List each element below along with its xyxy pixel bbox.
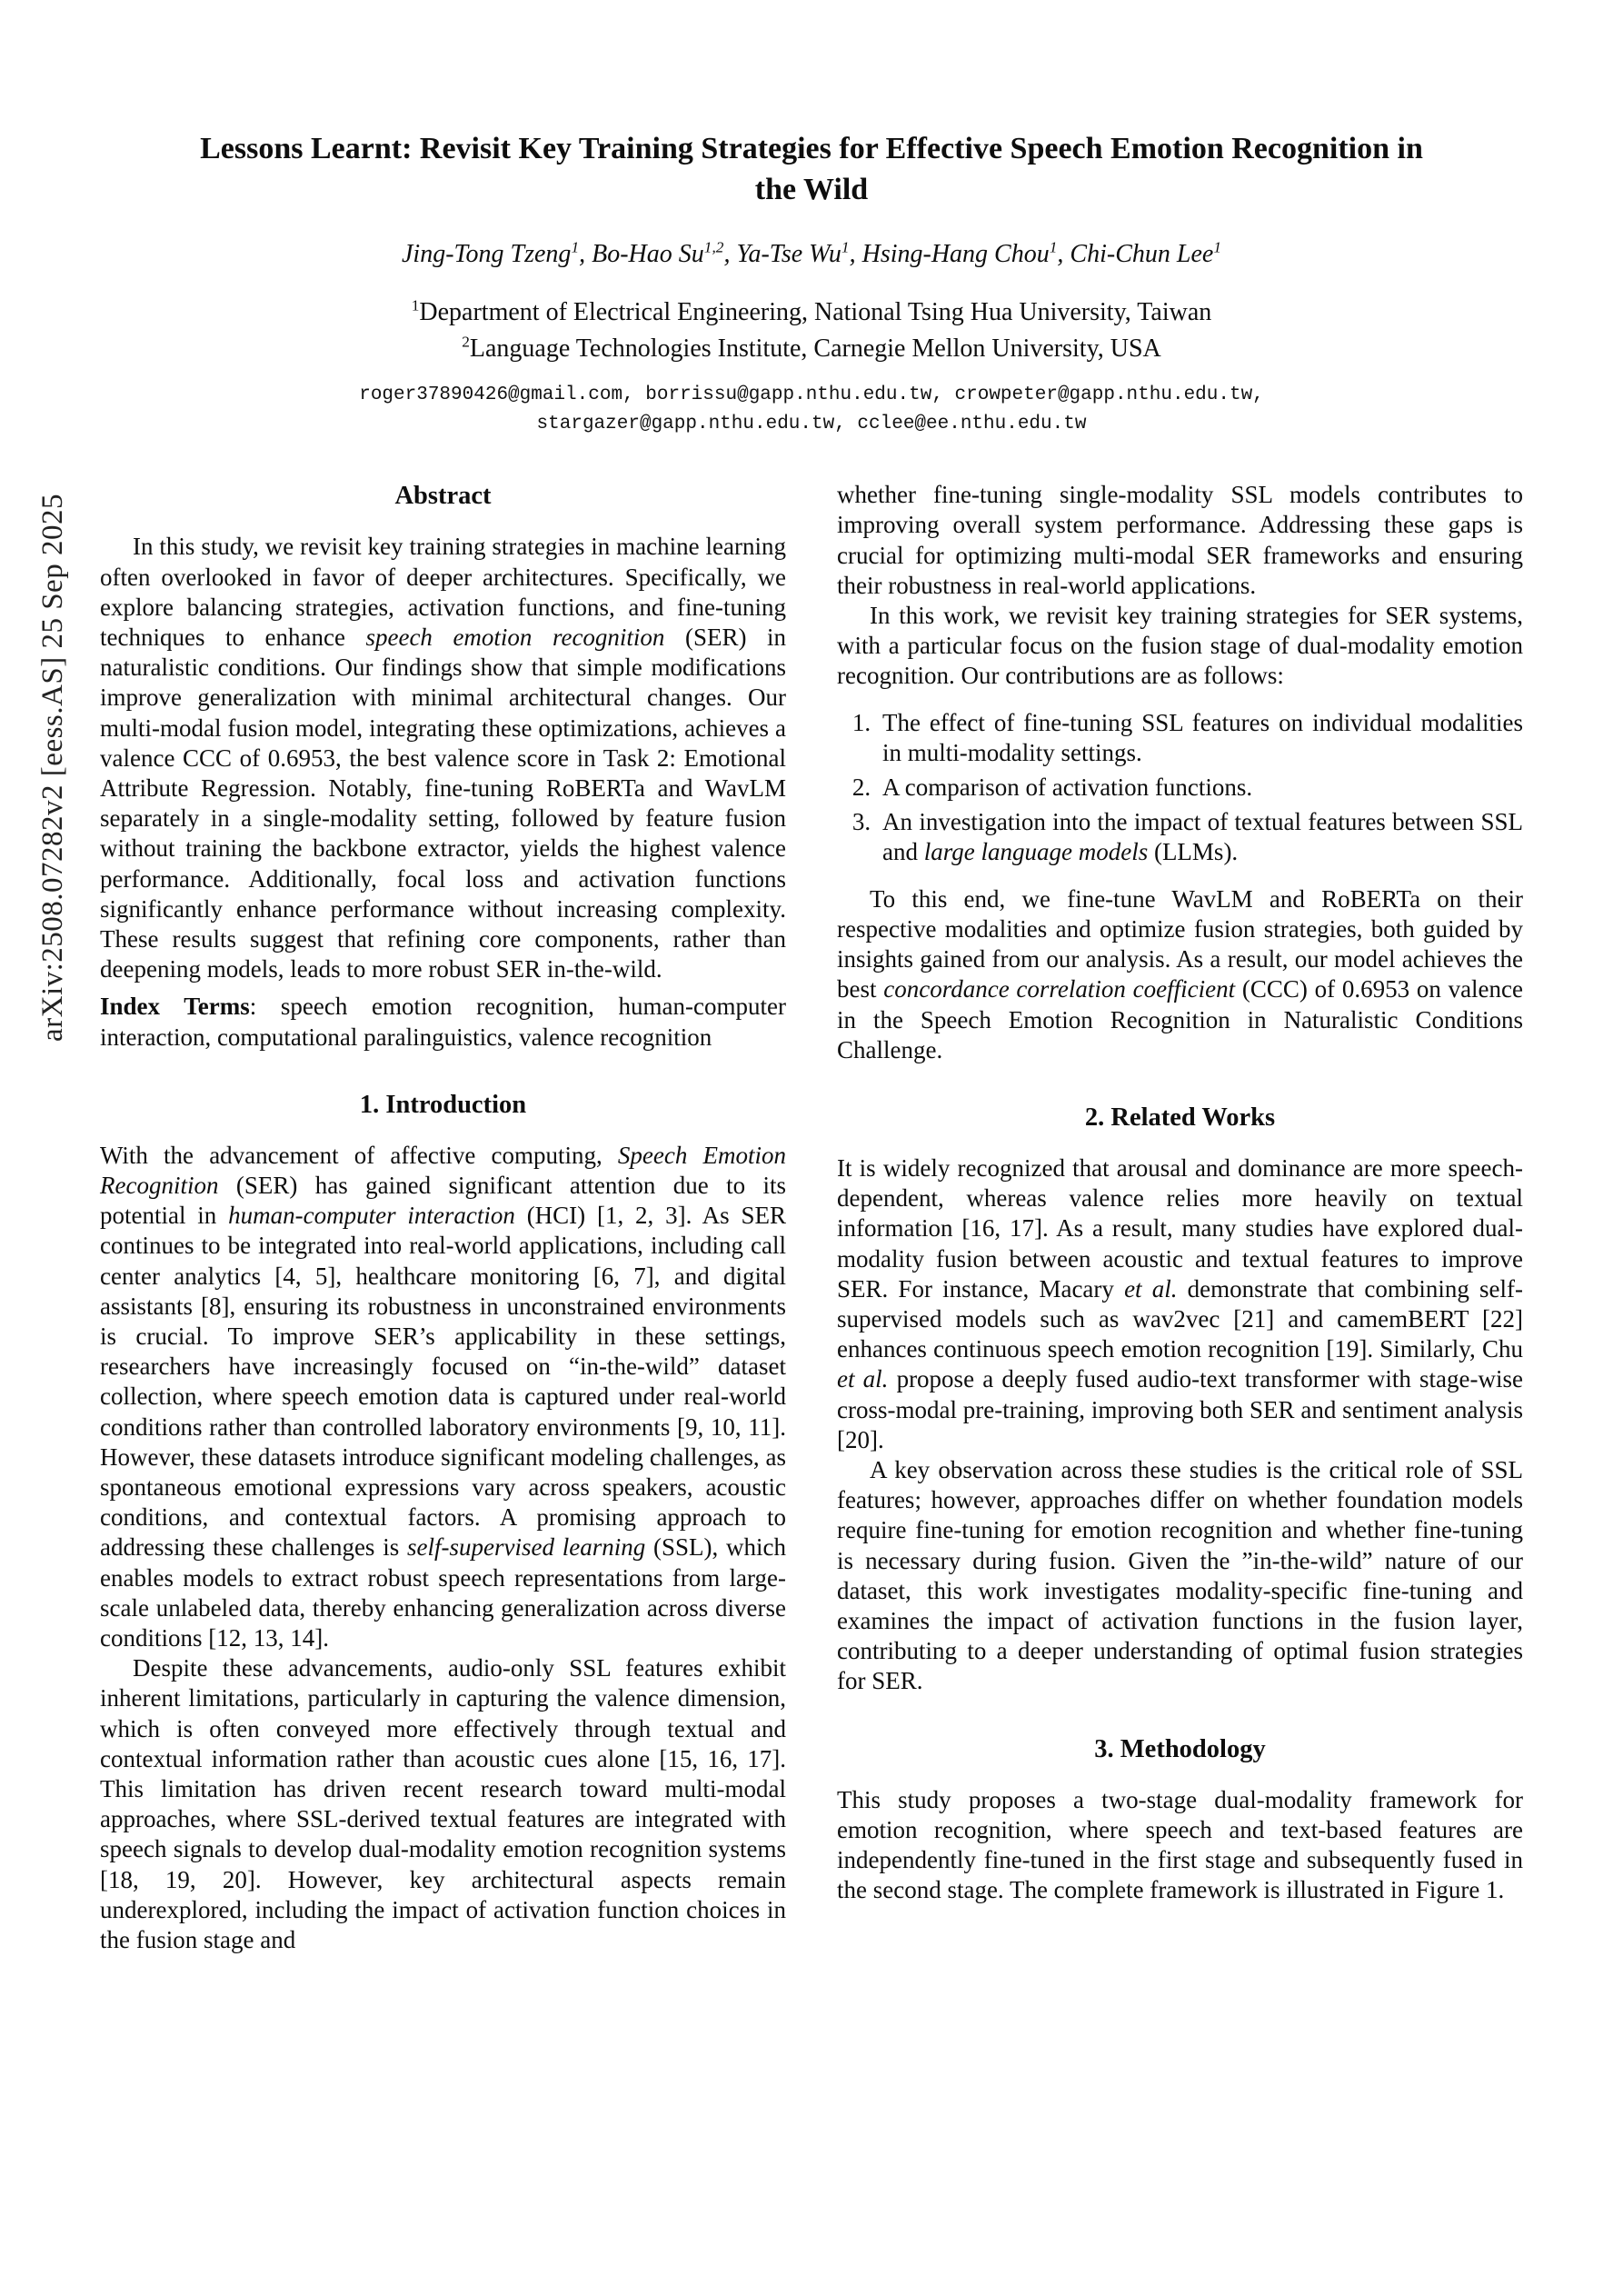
contribution-list xyxy=(841,708,1523,868)
author-name: Ya-Tse Wu xyxy=(736,239,841,268)
introduction-paragraph-2: Despite these advancements, audio-only SSL features exhibit inherent limitations, particularly in capturing the valence dimension, which is often conveyed more effectively through textual and contextual information rather than acoustic cues alone [15, 16, 17]. This limitation has driven recent research toward multi-modal approaches, where SSL-derived textual features are integrated with speech signals to develop dual-modality emotion recognition systems [18, 19, 20]. However, key architectural aspects remain underexplored, including the impact of activation function choices in the fusion stage and xyxy=(100,1654,786,1954)
list-item-text: An investigation into the impact of textual features between SSL and large language models (LLMs). xyxy=(882,808,1523,866)
left-column xyxy=(100,480,786,1955)
list-item-number: 2. xyxy=(851,774,871,802)
author-affiliation-mark: 1 xyxy=(841,238,850,256)
abstract-heading: Abstract xyxy=(394,482,492,511)
paper-title: Lessons Learnt: Revisit Key Training Strategies for Effective Speech Emotion Recognition in the Wild xyxy=(200,132,1423,206)
affiliation-text: Department of Electrical Engineering, National Tsing Hua University, Taiwan xyxy=(419,297,1212,326)
affiliation-text: Language Technologies Institute, Carnegie Mellon University, USA xyxy=(469,334,1161,363)
author-name: Jing-Tong Tzeng xyxy=(402,239,572,268)
introduction-paragraph-1: With the advancement of affective computing, Speech Emotion Recognition (SER) has gained significant attention due to its potential in human-computer interaction (HCI) [1, 2, 3]. As SER continues to be integrated into real-world applications, including call center analytics [4, 5], healthcare monitoring [6, 7], and digital assistants [8], ensuring its robustness in unconstrained environments is crucial. To improve SER’s applicability in these settings, researchers have increasingly focused on “in-the-wild” dataset collection, where speech emotion data is captured under real-world conditions rather than controlled laboratory environments [9, 10, 11]. However, these datasets introduce significant modeling challenges, as spontaneous emotional expressions vary across speakers, acoustic conditions, and contextual factors. A promising approach to addressing these challenges is self-supervised learning (SSL), which enables models to extract robust speech representations from large-scale unlabeled data, thereby enhancing generalization across diverse conditions [12, 13, 14]. xyxy=(100,1141,786,1652)
paper-content xyxy=(100,129,1523,1955)
arxiv-watermark: arXiv:2508.07282v2 [eess.AS] 25 Sep 2025 xyxy=(36,494,69,1042)
author xyxy=(1070,240,1221,268)
introduction-paragraph-4: To this end, we fine-tune WavLM and RoBERTa on their respective modalities and optimize fusion strategies, both guided by insights gained from our analysis. As a result, our model achieves the best concordance correlation coefficient (CCC) of 0.6953 on valence in the Speech Emotion Recognition in Naturalistic Conditions Challenge. xyxy=(837,884,1524,1063)
author xyxy=(862,240,1070,268)
author xyxy=(402,240,592,268)
introduction-paragraph-2-continued: whether fine-tuning single-modality SSL models contributes to improving overall system performance. Addressing these gaps is crucial for optimizing multi-modal SER frameworks and ensuring their robustness in real-world applications. xyxy=(837,481,1523,599)
list-item xyxy=(841,807,1523,867)
affiliation-list xyxy=(100,294,1523,367)
list-item-number: 1. xyxy=(851,708,871,736)
author xyxy=(736,240,861,268)
email-line: roger37890426@gmail.com, borrissu@gapp.nthu.edu.tw, crowpeter@gapp.nthu.edu.tw, xyxy=(359,384,1264,406)
section-heading-related-works: 2. Related Works xyxy=(1084,1103,1276,1132)
related-works-paragraph-2: A key observation across these studies is the critical role of SSL features; however, approaches differ on whether foundation models require fine-tuning for emotion recognition and whether fine-tuning is necessary during fusion. Given the ”in-the-wild” nature of our dataset, this work investigates modality-specific fine-tuning and examines the impact of activation functions in the fusion layer, contributing to a deeper understanding of optimal fusion strategies for SER. xyxy=(837,1455,1523,1695)
list-item-text: The effect of fine-tuning SSL features on individual modalities in multi-modality settings. xyxy=(882,708,1523,766)
related-works-paragraph-1: It is widely recognized that arousal and dominance are more speech-dependent, whereas valence relies more heavily on textual information [16, 17]. As a result, many studies have explored dual-modality fusion between acoustic and textual features to improve SER. For instance, Macary et al. demonstrate that combining self-supervised models such as wav2vec [21] and camemBERT [22] enhances continuous speech emotion recognition [19]. Similarly, Chu et al. propose a deeply fused audio-text transformer with stage-wise cross-modal pre-training, improving both SER and sentiment analysis [20]. xyxy=(837,1153,1523,1453)
section-heading-introduction: 1. Introduction xyxy=(359,1090,527,1119)
right-column xyxy=(837,480,1523,1955)
list-item-number: 3. xyxy=(851,808,871,836)
email-block xyxy=(100,381,1523,438)
abstract-text: In this study, we revisit key training strategies in machine learning often overlooked in favor of deeper architectures. Specifically, we explore balancing strategies, activation functions, and fine-tuning techniques to enhance speech emotion recognition (SER) in naturalistic conditions. Our findings show that simple modifications improve generalization with minimal architectural changes. Our multi-modal fusion model, integrating these optimizations, achieves a valence CCC of 0.6953, the best valence score in Task 2: Emotional Attribute Regression. Notably, fine-tuning RoBERTa and WavLM separately in a single-modality setting, followed by feature fusion without training the backbone extractor, yields the highest valence performance. Additionally, focal loss and activation functions significantly enhance performance without increasing complexity. These results suggest that refining core components, rather than deepening models, leads to more robust SER in-the-wild. xyxy=(100,533,786,983)
author-affiliation-mark: 1 xyxy=(1213,238,1221,256)
author-affiliation-mark: 1 xyxy=(1049,238,1058,256)
author xyxy=(592,240,736,268)
author-list xyxy=(100,240,1523,269)
affiliation-mark: 1 xyxy=(411,296,420,314)
email-line: stargazer@gapp.nthu.edu.tw, cclee@ee.nthu.edu.tw xyxy=(536,413,1087,434)
index-terms xyxy=(100,992,786,1052)
list-item xyxy=(841,708,1523,768)
list-item xyxy=(841,773,1523,803)
affiliation-line xyxy=(100,331,1523,367)
index-terms-text: : speech emotion recognition, human-computer interaction, computational paralinguistics, valence recognition xyxy=(100,993,786,1051)
author-affiliation-mark: 1 xyxy=(571,238,580,256)
index-terms-label: Index Terms xyxy=(100,993,250,1021)
author-name: Chi-Chun Lee xyxy=(1070,239,1214,268)
introduction-paragraph-3: In this work, we revisit key training strategies for SER systems, with a particular focus on the fusion stage of dual-modality emotion recognition. Our contributions are as follows: xyxy=(837,602,1523,690)
list-item-text: A comparison of activation functions. xyxy=(882,774,1253,802)
author-name: Bo-Hao Su xyxy=(592,239,704,268)
section-heading-methodology: 3. Methodology xyxy=(1094,1734,1266,1763)
affiliation-mark: 2 xyxy=(462,333,470,351)
two-column-body xyxy=(100,480,1523,1955)
methodology-paragraph-1: This study proposes a two-stage dual-modality framework for emotion recognition, where speech and text-based features are independently fine-tuned in the first stage and subsequently fused in the second stage. The complete framework is illustrated in Figure 1. xyxy=(837,1785,1523,1904)
affiliation-line xyxy=(100,294,1523,331)
author-affiliation-mark: 1,2 xyxy=(703,238,724,256)
author-name: Hsing-Hang Chou xyxy=(861,239,1050,268)
